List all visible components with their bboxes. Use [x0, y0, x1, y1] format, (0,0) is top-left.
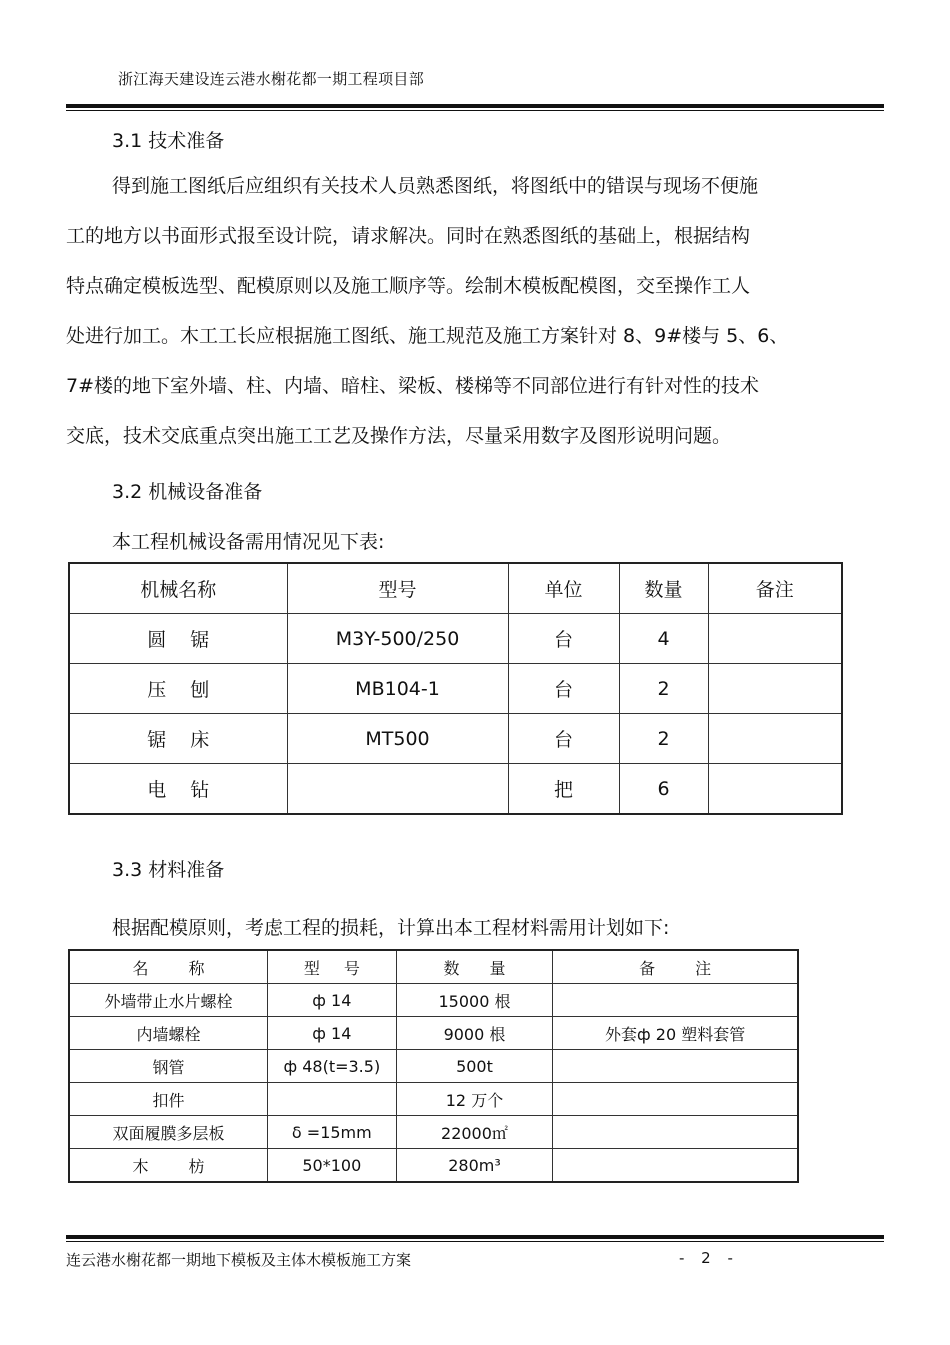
table-cell: 4 — [619, 614, 708, 664]
table-cell: 6 — [619, 764, 708, 815]
table-cell: 压刨 — [69, 664, 287, 714]
table-row — [69, 714, 842, 764]
paragraph-line: 特点确定模板选型、配模原则以及施工顺序等。绘制木模板配模图，交至操作工人 — [66, 275, 751, 297]
table-header-cell: 数量 — [396, 950, 553, 984]
table-cell: 500t — [396, 1050, 553, 1083]
table-cell: 钢管 — [69, 1050, 267, 1083]
header-rule-thin — [66, 110, 884, 111]
table-cell — [553, 1116, 798, 1149]
table-cell — [553, 1083, 798, 1116]
table-header-row — [69, 563, 842, 614]
table-cell: 外墙带止水片螺栓 — [69, 984, 267, 1017]
materials-table — [68, 949, 799, 1183]
table-row — [69, 764, 842, 815]
table-row — [69, 1050, 798, 1083]
section-intro: 根据配模原则，考虑工程的损耗，计算出本工程材料需用计划如下: — [112, 917, 670, 939]
table-cell: 2 — [619, 714, 708, 764]
section-heading-3-2: 3.2 机械设备准备 — [112, 481, 263, 503]
table-cell: 台 — [508, 714, 619, 764]
table-cell: 台 — [508, 664, 619, 714]
table-cell: 木枋 — [69, 1149, 267, 1183]
table-cell — [287, 764, 508, 815]
table-cell — [553, 984, 798, 1017]
table-header-cell: 数量 — [619, 563, 708, 614]
table-header-cell: 名称 — [69, 950, 267, 984]
table-cell: 50*100 — [267, 1149, 396, 1183]
table-cell: M3Y-500/250 — [287, 614, 508, 664]
table-header-cell: 备注 — [553, 950, 798, 984]
section-heading-3-3: 3.3 材料准备 — [112, 859, 225, 881]
table-cell: 280m³ — [396, 1149, 553, 1183]
equipment-table — [68, 562, 843, 815]
table-cell: 内墙螺栓 — [69, 1017, 267, 1050]
page-footer: 连云港水榭花都一期地下模板及主体木模板施工方案 — [66, 1251, 412, 1269]
footer-rule — [66, 1235, 884, 1239]
table-row — [69, 1083, 798, 1116]
table-row — [69, 1116, 798, 1149]
table-cell — [553, 1149, 798, 1183]
table-cell: 2 — [619, 664, 708, 714]
paragraph-line: 得到施工图纸后应组织有关技术人员熟悉图纸，将图纸中的错误与现场不便施 — [112, 175, 759, 197]
footer-rule-thin — [66, 1241, 884, 1242]
table-cell — [553, 1050, 798, 1083]
table-row — [69, 984, 798, 1017]
table-row — [69, 1017, 798, 1050]
table-row — [69, 1149, 798, 1183]
table-cell: 把 — [508, 764, 619, 815]
table-cell: ф 14 — [267, 984, 396, 1017]
table-cell — [708, 764, 842, 815]
section-heading-3-1: 3.1 技术准备 — [112, 130, 225, 152]
table-row — [69, 664, 842, 714]
table-cell: 12 万个 — [396, 1083, 553, 1116]
table-cell: δ =15mm — [267, 1116, 396, 1149]
table-cell: 台 — [508, 614, 619, 664]
table-cell: MB104-1 — [287, 664, 508, 714]
paragraph-line: 7#楼的地下室外墙、柱、内墙、暗柱、梁板、楼梯等不同部位进行有针对性的技术 — [66, 375, 760, 397]
table-header-cell: 型号 — [287, 563, 508, 614]
section-intro: 本工程机械设备需用情况见下表: — [112, 531, 385, 553]
table-header-row — [69, 950, 798, 984]
table-cell: ф 48(t=3.5) — [267, 1050, 396, 1083]
table-cell: 双面履膜多层板 — [69, 1116, 267, 1149]
table-row — [69, 614, 842, 664]
table-cell: 锯床 — [69, 714, 287, 764]
table-cell: 电钻 — [69, 764, 287, 815]
header-rule — [66, 104, 884, 108]
table-cell — [708, 714, 842, 764]
table-cell: 扣件 — [69, 1083, 267, 1116]
table-header-cell: 单位 — [508, 563, 619, 614]
table-cell — [708, 664, 842, 714]
table-cell — [267, 1083, 396, 1116]
table-cell: 圆锯 — [69, 614, 287, 664]
table-cell: 22000㎡ — [396, 1116, 553, 1149]
paragraph-line: 交底，技术交底重点突出施工工艺及操作方法，尽量采用数字及图形说明问题。 — [66, 425, 732, 447]
table-cell: 15000 根 — [396, 984, 553, 1017]
table-cell: 9000 根 — [396, 1017, 553, 1050]
table-cell: MT500 — [287, 714, 508, 764]
table-cell: 外套ф 20 塑料套管 — [553, 1017, 798, 1050]
page-header: 浙江海天建设连云港水榭花都一期工程项目部 — [118, 70, 425, 88]
table-header-cell: 型号 — [267, 950, 396, 984]
table-cell: ф 14 — [267, 1017, 396, 1050]
page-number: - 2 - — [679, 1249, 739, 1267]
table-header-cell: 机械名称 — [69, 563, 287, 614]
table-header-cell: 备注 — [708, 563, 842, 614]
table-cell — [708, 614, 842, 664]
paragraph-line: 处进行加工。木工工长应根据施工图纸、施工规范及施工方案针对 8、9#楼与 5、6、 — [66, 325, 789, 347]
paragraph-line: 工的地方以书面形式报至设计院，请求解决。同时在熟悉图纸的基础上，根据结构 — [66, 225, 751, 247]
